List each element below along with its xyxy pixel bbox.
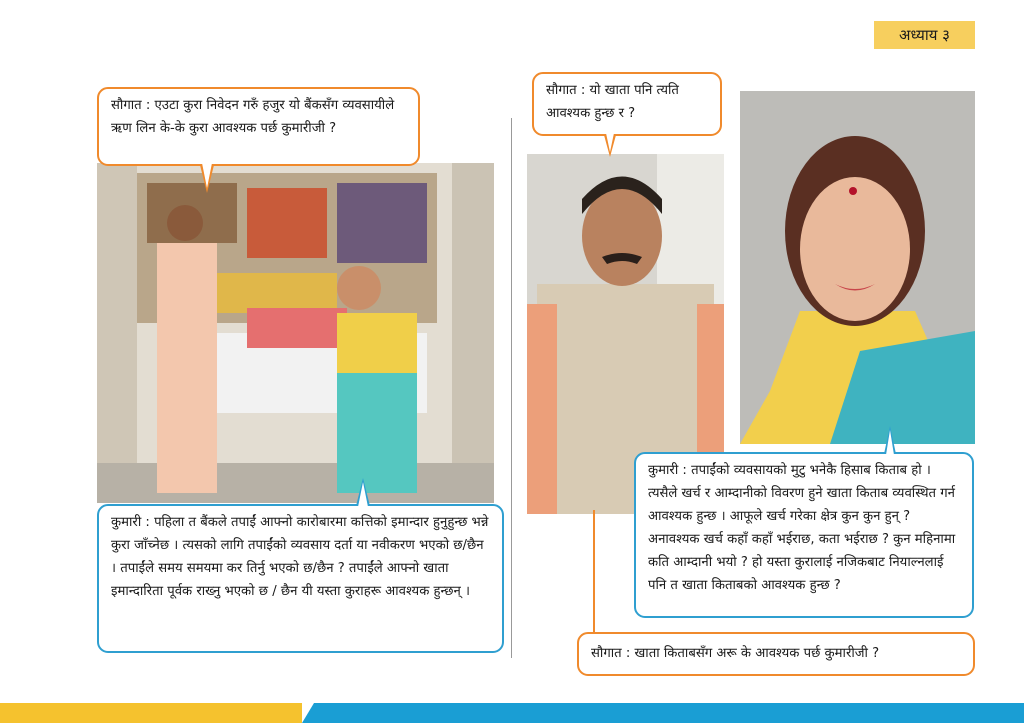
bubble-tail	[593, 510, 595, 634]
speech-bubble-saugat-1	[97, 87, 420, 166]
kumari-dialogue-1: कुमारी : पहिला त बैंकले तपाईं आफ्नो कारोबारमा कत्तिको इमान्दार हुनुहुन्छ भन्ने कुरा जाँच्नेछ । त्यसको लागि तपाईंको व्यवसाय दर्ता या नवीकरण भएको छ/छैन । तपाईंले समय समयमा कर तिर्नु भएको छ/छैन ? तपाईंले आफ्नो खाता इमान्दारिता पूर्वक राख्नु भएको छ / छैन यी यस्ता कुराहरू आवश्यक हुन्छन् ।	[111, 515, 489, 599]
bubble-tail	[358, 482, 368, 507]
footer-yellow-bar	[0, 703, 302, 723]
saugat-dialogue-3: सौगात : खाता किताबसँग अरू के आवश्यक पर्छ कुमारीजी ?	[591, 646, 880, 661]
speech-bubble-kumari-1	[97, 504, 504, 653]
kumari-photo	[740, 91, 975, 444]
chapter-label: अध्याय ३	[874, 21, 975, 49]
speech-bubble-saugat-3	[577, 632, 975, 676]
saugat-dialogue-2: सौगात : यो खाता पनि त्यति आवश्यक हुन्छ र ?	[546, 83, 679, 121]
bubble-tail	[202, 163, 212, 188]
saugat-dialogue-1: सौगात : एउटा कुरा निवेदन गरुँ हजुर यो बैंकसँग व्यवसायीले ऋण लिन के-के कुरा आवश्यक पर्छ कुमारीजी ?	[111, 98, 395, 136]
page-divider	[511, 118, 512, 658]
footer-blue-bar	[302, 703, 1024, 723]
speech-bubble-kumari-2	[634, 452, 974, 618]
speech-bubble-saugat-2	[532, 72, 722, 136]
shop-scene-photo	[97, 163, 494, 503]
kumari-dialogue-2: कुमारी : तपाईंको व्यवसायको मुटु भनेकै हिसाब किताब हो । त्यसैले खर्च र आम्दानीको विवरण हुने खाता किताब व्यवस्थित गर्न आवश्यक हुन्छ । आफूले खर्च गरेका क्षेत्र कुन कुन हुन् ? अनावश्यक खर्च कहाँ कहाँ भईराछ, कता भईराछ ? कुन महिनामा कति आम्दानी भयो ? हो यस्ता कुरालाई नजिकबाट नियाल्नलाई पनि त खाता किताबको आवश्यक हुन्छ ?	[648, 463, 956, 593]
bubble-tail	[886, 430, 894, 455]
bubble-tail	[606, 133, 614, 152]
